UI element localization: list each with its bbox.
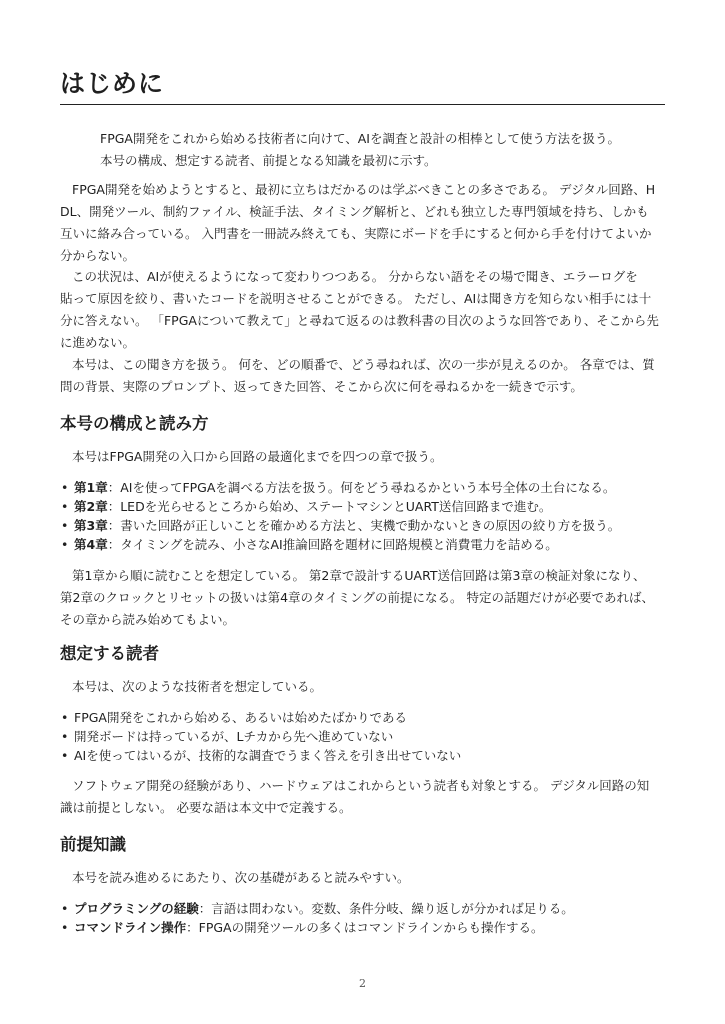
abstract <box>100 128 660 172</box>
bullet-dot: • <box>61 901 69 916</box>
intro-paragraph-3 <box>60 354 665 398</box>
prereq-list <box>60 899 665 937</box>
bullet-dot: • <box>61 710 69 725</box>
list-item <box>60 535 665 554</box>
list-item <box>60 746 665 765</box>
intro-line: 互いに絡み合っている。 入門書を一冊読み終えても、実際にボードを手にすると何から手を付けてよいか <box>60 226 652 241</box>
bullet-dot: • <box>61 537 69 552</box>
abstract-line: FPGA開発をこれから始める技術者に向けて、AIを調査と設計の相棒として使う方法を扱う。 <box>100 131 620 146</box>
list-item-text: ：FPGAの開発ツールの多くはコマンドラインからも操作する。 <box>186 920 544 935</box>
structure-line: 第2章のクロックとリセットの扱いは第4章のタイミングの前提になる。 特定の話題だけが必要であれば、 <box>60 590 655 605</box>
intro-line: 貼って原因を絞り、書いたコードを説明させることができる。 ただし、AIは聞き方を知らない相手には十 <box>60 291 652 306</box>
structure-paragraph <box>60 565 665 631</box>
bullet-dot: • <box>61 480 69 495</box>
readers-lead-text: 本号は、次のような技術者を想定している。 <box>72 679 323 694</box>
bullet-dot: • <box>61 729 69 744</box>
structure-lead-text: 本号はFPGA開発の入口から回路の最適化までを四つの章で扱う。 <box>72 449 443 464</box>
list-item-text: ：AIを使ってFPGAを調べる方法を扱う。何をどう尋ねるかという本号全体の土台になる。 <box>107 480 616 495</box>
readers-paragraph <box>60 775 665 819</box>
structure-lead <box>60 446 665 468</box>
list-item <box>60 727 665 746</box>
intro-line: 分からない。 <box>60 248 136 263</box>
bullet-dot: • <box>61 920 69 935</box>
list-item-label: 第4章 <box>74 537 108 552</box>
section-heading-readers: 想定する読者 <box>60 644 159 663</box>
list-item <box>60 899 665 918</box>
list-item-label: コマンドライン操作 <box>74 920 187 935</box>
intro-line: 本号は、この聞き方を扱う。 何を、どの順番で、どう尋ねれば、次の一歩が見えるのか。 各章では、質 <box>72 357 655 372</box>
list-item-text: ：LEDを光らせるところから始め、ステートマシンとUART送信回路まで進む。 <box>107 499 552 514</box>
list-item-text: AIを使ってはいるが、技術的な調査でうまく答えを引き出せていない <box>74 748 462 763</box>
intro-paragraph-2 <box>60 266 665 354</box>
intro-line: FPGA開発を始めようとすると、最初に立ちはだかるのは学ぶべきことの多さである。 デジタル回路、H <box>72 182 656 197</box>
intro-line: 問の背景、実際のプロンプト、返ってきた回答、そこから次に何を尋ねるかを一続きで示す。 <box>60 379 583 394</box>
list-item <box>60 478 665 497</box>
list-item-text: ：タイミングを読み、小さなAI推論回路を題材に回路規模と消費電力を詰める。 <box>107 537 558 552</box>
list-item-label: 第1章 <box>74 480 108 495</box>
bullet-dot: • <box>61 518 69 533</box>
list-item-label: プログラミングの経験 <box>74 901 199 916</box>
intro-line: DL、開発ツール、制約ファイル、検証手法、タイミング解析と、どれも独立した専門領域を持ち、しかも <box>60 204 649 219</box>
abstract-line: 本号の構成、想定する読者、前提となる知識を最初に示す。 <box>100 153 437 168</box>
readers-lead <box>60 676 665 698</box>
prereq-lead-text: 本号を読み進めるにあたり、次の基礎があると読みやすい。 <box>72 870 410 885</box>
section-heading-structure: 本号の構成と読み方 <box>60 414 209 433</box>
chapter-list <box>60 478 665 554</box>
list-item-text: FPGA開発をこれから始める、あるいは始めたばかりである <box>74 710 407 725</box>
list-item-text: ：言語は問わない。変数、条件分岐、繰り返しが分かれば足りる。 <box>198 901 574 916</box>
list-item-text: 開発ボードは持っているが、Lチカから先へ進めていない <box>74 729 394 744</box>
list-item <box>60 918 665 937</box>
page-number: 2 <box>359 977 366 990</box>
bullet-dot: • <box>61 748 69 763</box>
readers-line: 識は前提としない。 必要な語は本文中で定義する。 <box>60 800 352 815</box>
readers-list <box>60 708 665 765</box>
intro-line: に進めない。 <box>60 335 136 350</box>
list-item-label: 第3章 <box>74 518 108 533</box>
section-heading-prereq: 前提知識 <box>60 835 126 854</box>
bullet-dot: • <box>61 499 69 514</box>
list-item <box>60 516 665 535</box>
structure-line: その章から読み始めてもよい。 <box>60 612 236 627</box>
list-item-text: ：書いた回路が正しいことを確かめる方法と、実機で動かないときの原因の絞り方を扱う。 <box>107 518 621 533</box>
page-title: はじめに <box>60 68 665 105</box>
document-page <box>60 0 665 1024</box>
intro-paragraph-1 <box>60 179 665 267</box>
list-item-label: 第2章 <box>74 499 108 514</box>
intro-line: 分に答えない。 「FPGAについて教えて」と尋ねて返るのは教科書の目次のような回答であり、そこから先 <box>60 313 659 328</box>
prereq-lead <box>60 867 665 889</box>
list-item <box>60 708 665 727</box>
list-item <box>60 497 665 516</box>
structure-line: 第1章から順に読むことを想定している。 第2章で設計するUART送信回路は第3章の検証対象になり、 <box>72 568 646 583</box>
readers-line: ソフトウェア開発の経験があり、ハードウェアはこれからという読者も対象とする。 デジタル回路の知 <box>72 778 650 793</box>
intro-line: この状況は、AIが使えるようになって変わりつつある。 分からない語をその場で聞き、エラーログを <box>72 269 638 284</box>
